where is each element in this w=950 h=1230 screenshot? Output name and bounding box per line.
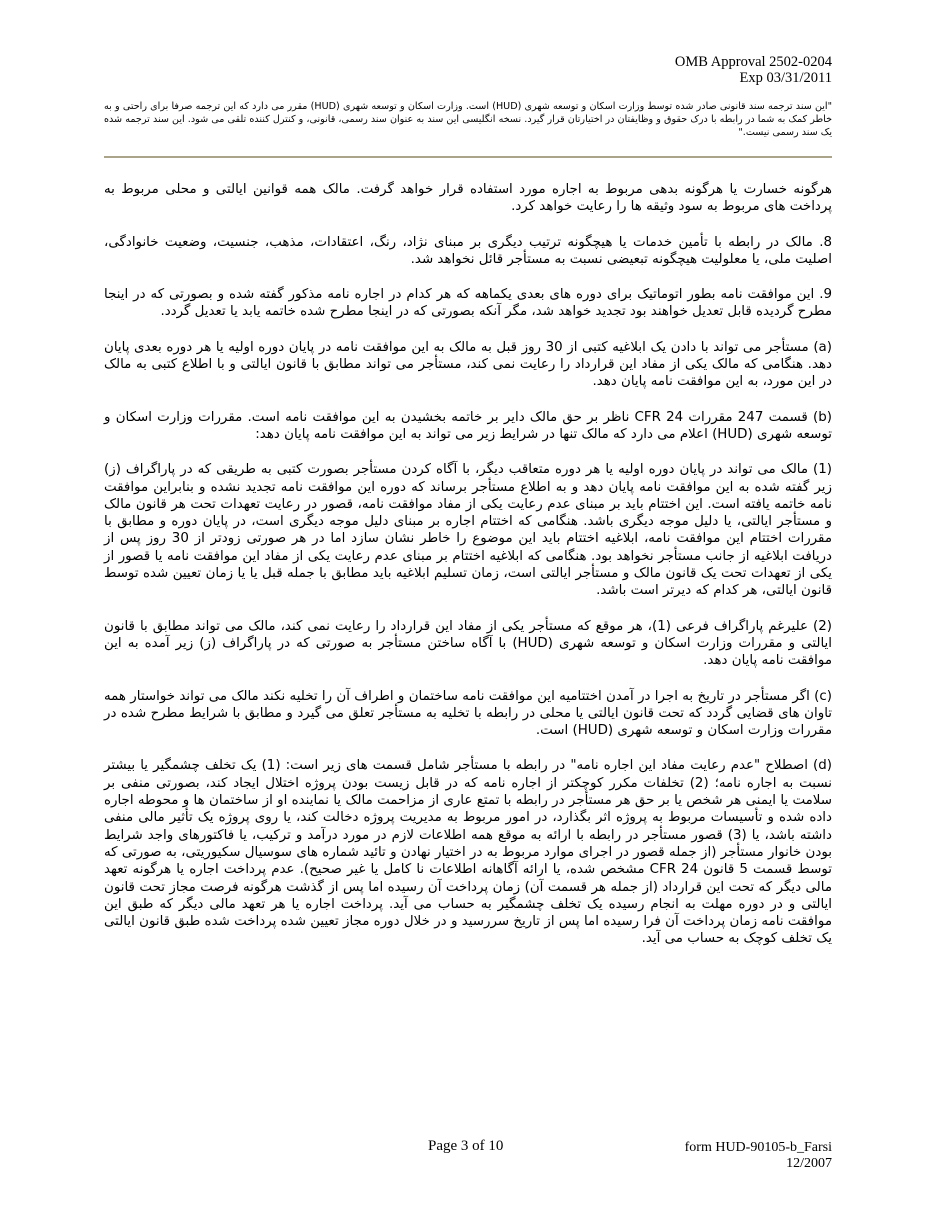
omb-approval-block (675, 54, 832, 86)
paragraph-intro: هرگونه خسارت یا هرگونه بدهی مربوط به اجاره مورد استفاده قرار خواهد گرفت. مالک همه قوانین ایالتی و محلی مربوط به پرداخت های مربوط به سود وثیقه ها را رعایت خواهد کرد. (104, 182, 832, 215)
form-identifier-block (685, 1140, 832, 1172)
paragraph-a: (a) مستأجر می تواند با دادن یک ابلاغیه کتبی از 30 روز قبل به مالک به این موافقت نامه در پایان دوره اولیه یا هر دوره بعدی پایان دهد. هنگامی که مالک یکی از مفاد این قرارداد را رعایت نمی کند، مستأجر می تواند مطابق با قانون ایالتی و با اطلاع کتبی به مالک در این مورد، به این موافقت نامه پایان دهد. (104, 339, 832, 390)
paragraph-b-2: (2) علیرغم پاراگراف فرعی (1)، هر موقع که مستأجر یکی از مفاد این قرارداد را رعایت نمی کند، مالک می تواند مطابق با قانون ایالتی و مقررات وزارت اسکان و توسعه شهری (HUD) با آگاه ساختن مستأجر به صورتی که در پاراگراف (ز) زیر آمده به این موافقت نامه پایان دهد. (104, 618, 832, 669)
form-id: form HUD-90105-b_Farsi (684, 1140, 832, 1155)
paragraph-8: 8. مالک در رابطه با تأمین خدمات یا هیچگونه ترتیب دیگری بر مبنای نژاد، رنگ، اعتقادات، مذهب، جنسیت، وضعیت خانوادگی، اصلیت ملی، یا معلولیت هیچگونه تبعیضی نسبت به مستأجر قائل نخواهد شد. (104, 234, 832, 267)
page-number: Page 3 of 10 (428, 1138, 504, 1154)
paragraph-b-1: (1) مالک می تواند در پایان دوره اولیه یا هر دوره متعاقب دیگر، با آگاه کردن مستأجر بصورت کتبی به طریقی که در پاراگراف (ز) زیر گفته شده به این موافقت نامه پایان دهد و به اطلاع مستأجر برساند که دوره این موافقت نامه تجدید نشده و بنابراین موافقت نامه خاتمه یافته است. این اختتام باید بر مبنای عدم رعایت یکی از مفاد موافقت نامه، قصور در رعایت تعهدات تحت هر قانون مالک و مستأجر ایالتی، یا دلیل موجه دیگری باشد. هنگامی که اختتام اجاره بر مبنای دلیل موجه دیگری است، در پایان دوره و مطابق با مقررات اختتام این موافقت نامه، ابلاغیه اختتام باید این موضوع را خاطر نشان سازد اما در هر صورتی زودتر از 30 روز پس از دریافت ابلاغیه از جانب مستأجر نخواهد بود. هنگامی که ابلاغیه اختتام بر مبنای عدم رعایت یکی از مفاد این موافقت نامه یا قصور از یکی از تعهدات تحت یک قانون مالک و مستأجر ایالتی است، زمان تسلیم ابلاغیه باید مطابق با جمله قبل یا یا زمان تعیین شده توسط قانون ایالتی، هر کدام که دیرتر است باشد. (104, 462, 832, 599)
omb-approval-number: OMB Approval 2502-0204 (674, 54, 832, 70)
document-body (104, 181, 832, 966)
paragraph-c: (c) اگر مستأجر در تاریخ به اجرا در آمدن اختتامیه این موافقت نامه ساختمان و اطراف آن را تخلیه نکند مالک می تواند خواستار همه تاوان های قضایی گردد که تحت قانون ایالتی یا محلی در رابطه با تخلیه به مستأجر تعلق می گیرد و مطابق با شرایط مطرح شده در مقررات وزارت اسکان و توسعه شهری (HUD) است. (104, 688, 832, 739)
paragraph-b: (b) قسمت 247 مقررات 24 CFR ناظر بر حق مالک دایر بر خاتمه بخشیدن به این موافقت نامه است. مقررات وزارت اسکان و توسعه شهری (HUD) اعلام می دارد که مالک تنها در شرایط زیر می تواند به این موافقت نامه پایان دهد: (104, 409, 832, 442)
paragraph-9: 9. این موافقت نامه بطور اتوماتیک برای دوره های بعدی یکماهه که هر کدام در اجاره نامه مذکور گفته شده و بصورتی که در اینجا مطرح گردیده قابل تعدیل خواهند بود تجدید خواهد شد، مگر آنکه بصورتی که در اینجا مطرح شده خاتمه یابد یا تعدیل گردد. (104, 287, 832, 320)
header-divider (104, 156, 832, 158)
form-date: 12/2007 (786, 1156, 832, 1171)
paragraph-d: (d) اصطلاح "عدم رعایت مفاد این اجاره نامه" در رابطه با مستأجر شامل قسمت های زیر است: (1) یک تخلف چشمگیر یا بیشتر نسبت به اجاره نامه؛ (2) تخلفات مکرر کوچکتر از اجاره نامه که در قابل زیست بودن پروژه اختلال ایجاد کند، بصورتی منفی بر سلامت یا ایمنی هر شخص یا بر حق هر مستأجر در رابطه با تمتع عاری از مزاحمت مالک یا نماینده او از ساختمان ها و محوطه اجاره داده شده و تأسیسات مربوط به پروژه اثر بگذارد، در امور مربوط به مدیریت پروژه دخالت کند، یا روی پروژه یک تأثیر مالی منفی داشته باشد، یا (3) قصور مستأجر در رابطه با ارائه به موقع همه اطلاعات لازم در مورد درآمد و ترکیب، یا فاکتورهای واجد شرایط بودن خانوار مستأجر (از جمله قصور در اجرای موارد مربوط به در اختیار نهادن و تائید شماره های سوسیال سکیوریتی، به صورتی که توسط قسمت 5 قانون 24 CFR مشخص شده، یا ارائه آگاهانه اطلاعات نا کامل یا غیر صحیح). عدم پرداخت اجاره یا هرگونه تعهد مالی دیگر که تحت این قرارداد (از جمله هر قسمت آن) زمان پرداخت آن رسیده اما پس از گذشت هرگونه فرصت مجاز تحت قانون ایالتی و در دوره مهلت به انجام رسیده یک تخلف چشمگیر به حساب می آید. پرداخت اجاره یا هر تعهد مالی دیگر که طبق این موافقت نامه زمان پرداخت آن فرا رسیده اما پس از تاریخ سررسید و در خلال دوره مجاز تعیین شده پرداخت شده طبق قانون ایالتی یک تخلف کوچک به حساب می آید. (104, 758, 833, 947)
omb-expiration-date: Exp 03/31/2011 (739, 70, 832, 86)
translation-disclaimer: "این سند ترجمه سند قانونی صادر شده توسط وزارت اسکان و توسعه شهری (HUD) است. وزارت اسکان و توسعه شهری (HUD) مقرر می دارد که این ترجمه صرفا برای راحتی و به خاطر کمک به شما در رابطه با درک حقوق و وظایفتان در اختیارتان قرار گیرد. نسخه انگلیسی این سند به عنوان سند رسمی، قانونی، و کنترل کننده تلقی می شود. این سند ترجمه شده یک سند رسمی نیست." (104, 101, 832, 138)
